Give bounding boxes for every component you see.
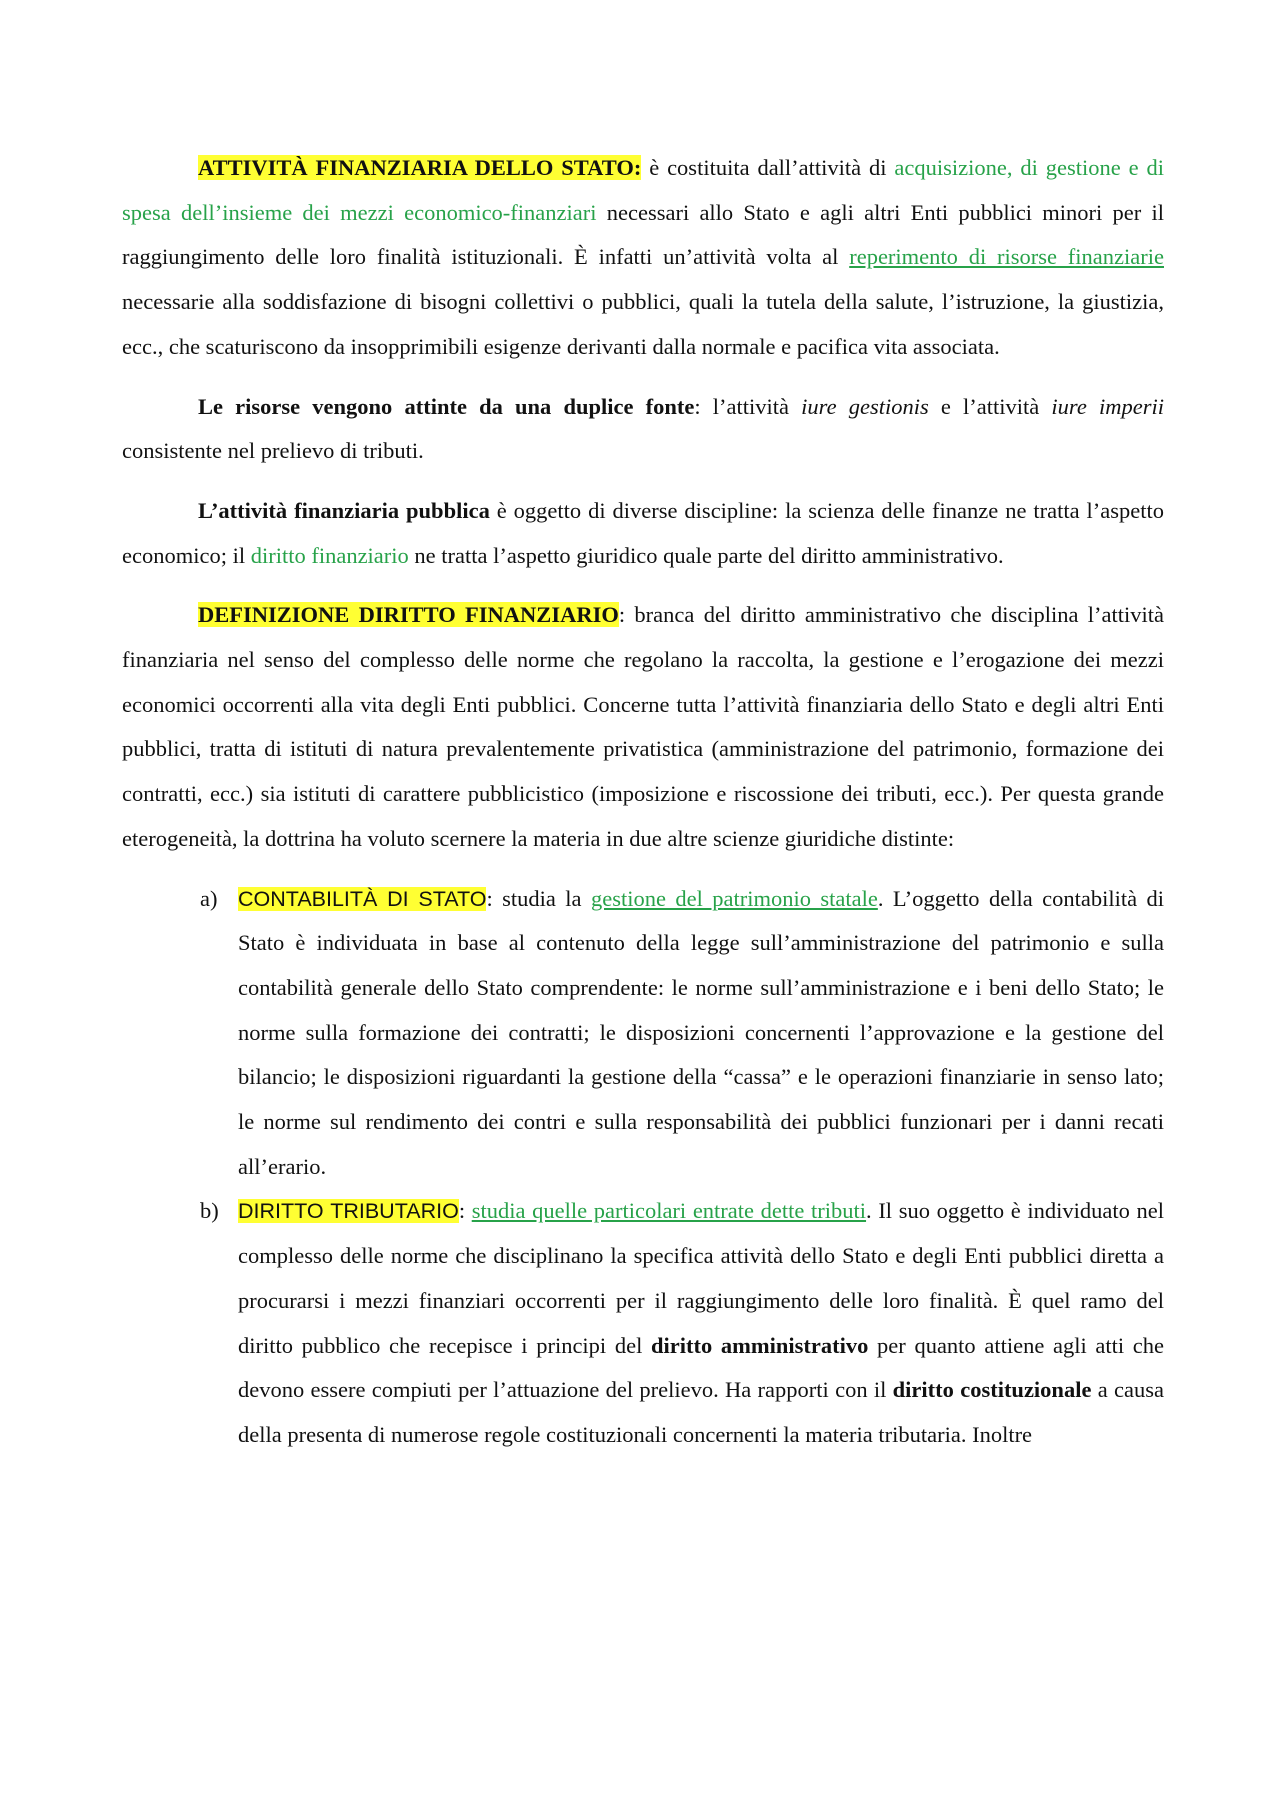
text-run: ne tratta l’aspetto giuridico quale parte del diritto amministrativo.: [408, 542, 1004, 568]
paragraph-risorse: [122, 385, 1164, 474]
text-run: :: [458, 1198, 472, 1224]
highlighted-heading-tributario: DIRITTO TRIBUTARIO: [238, 1199, 459, 1224]
text-run: per quanto attiene agli atti che devono essere compiuti per l’attuazione del prelievo. Ha rapporti con il: [238, 1332, 1164, 1403]
list-marker: a): [200, 885, 218, 911]
list-marker: b): [200, 1198, 219, 1224]
text-run: è costituita dall’attività di: [641, 155, 895, 180]
highlighted-heading-definizione: DEFINIZIONE DIRITTO FINANZIARIO: [198, 602, 619, 628]
subject-list: [122, 877, 1164, 1458]
text-run: necessarie alla soddisfazione di bisogni collettivi o pubblici, quali la tutela della salute, l’istruzione, la giustizia, ecc., che scaturiscono da insopprimibili esigenze derivanti dalla normale e pacifica vita associata.: [122, 289, 1164, 359]
bold-term-diritto-costituzionale: diritto costituzionale: [892, 1377, 1092, 1403]
green-text-diritto-finanziario: diritto finanziario: [250, 542, 409, 568]
underlined-green-text-tributi: studia quelle particolari entrate dette tributi: [471, 1198, 867, 1224]
text-run: a causa della presenta di numerose regole costituzionali concernenti la materia tributaria. Inoltre: [238, 1377, 1164, 1447]
bold-term-diritto-amministrativo: diritto amministrativo: [651, 1332, 869, 1358]
text-run: . Il suo oggetto è individuato nel complesso delle norme che disciplinano la specifica attività dello Stato e degli Enti pubblici diretta a procurarsi i mezzi finanziari occorrenti per il raggiungimento delle loro finalità. È quel ramo del diritto pubblico che recepisce i principi del: [238, 1198, 1164, 1358]
list-item-contabilita: [122, 877, 1164, 1190]
italic-term-iure-imperii: iure imperii: [1051, 393, 1164, 419]
paragraph-attivita-finanziaria: [122, 146, 1164, 370]
text-run: : studia la: [486, 885, 591, 911]
text-run: è oggetto di diverse discipline: la scienza delle finanze ne tratta l’aspetto economico; il: [122, 497, 1164, 568]
text-run: : l’attività: [694, 393, 802, 419]
list-item-tributario: [122, 1189, 1164, 1457]
text-run: consistente nel prelievo di tributi.: [122, 438, 424, 464]
text-run: : branca del diritto amministrativo che disciplina l’attività finanziaria nel senso del complesso delle norme che regolano la raccolta, la gestione e l’erogazione dei mezzi economici occorrenti alla vita degli Enti pubblici. Concerne tutta l’attività finanziaria dello Stato e degli altri Enti pubblici, tratta di istituti di natura prevalentemente privatistica (amministrazione del patrimonio, formazione dei contratti, ecc.) sia istituti di carattere pubblicistico (imposizione e riscossione dei tributi, ecc.). Per questa grande eterogeneità, la dottrina ha voluto scernere la materia in due altre scienze giuridiche distinte:: [122, 602, 1164, 851]
highlighted-heading-attivita-finanziaria: ATTIVITÀ FINANZIARIA DELLO STATO:: [198, 155, 642, 180]
paragraph-definizione: [122, 593, 1164, 861]
underlined-green-text-reperimento: reperimento di risorse finanziarie: [849, 244, 1164, 270]
bold-lead-risorse: Le risorse vengono attinte da una duplice fonte: [198, 393, 695, 419]
bold-lead-attivita-pubblica: L’attività finanziaria pubblica: [198, 497, 490, 523]
italic-term-iure-gestionis: iure gestionis: [801, 393, 929, 419]
text-run: e l’attività: [928, 393, 1052, 419]
text-run: necessari allo Stato e agli altri Enti pubblici minori per il raggiungimento delle loro finalità istituzionali. È infatti un’attività volta al: [122, 199, 1164, 270]
paragraph-attivita-pubblica: [122, 489, 1164, 578]
green-text-acquisizione: acquisizione, di gestione e di spesa dell’insieme dei mezzi economico-finanziari: [122, 155, 1164, 225]
underlined-green-text-gestione: gestione del patrimonio statale: [590, 885, 878, 911]
text-run: . L’oggetto della contabilità di Stato è individuata in base al contenuto della legge sull’amministrazione del patrimonio e sulla contabilità generale dello Stato comprendente: le norme sull’amministrazione e i beni dello Stato; le norme sulla formazione dei contratti; le disposizioni concernenti l’approvazione e la gestione del bilancio; le disposizioni riguardanti la gestione della “cassa” e le operazioni finanziarie in senso lato; le norme sul rendimento dei contri e sulla responsabilità dei pubblici funzionari per i danni recati all’erario.: [238, 885, 1164, 1179]
highlighted-heading-contabilita: CONTABILITÀ DI STATO: [238, 886, 487, 911]
